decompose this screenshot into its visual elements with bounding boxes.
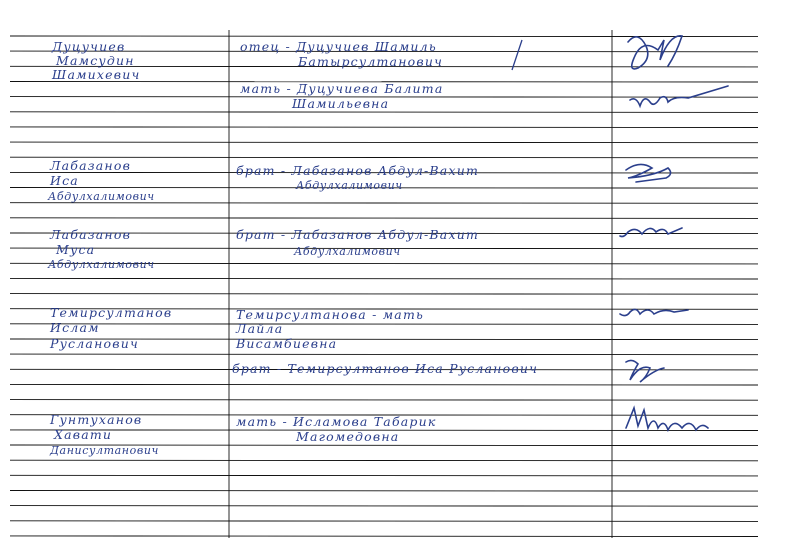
pen-mark [512,40,522,70]
ruled-line [10,142,758,143]
person-surname: Гунтуханов [50,412,143,427]
signature-5 [620,309,688,315]
ruled-line [10,400,758,401]
person-first-name: Ислам [50,320,100,335]
signature-2 [630,86,728,106]
ruled-line [10,521,758,522]
person-first-name: Муса [56,242,96,257]
ruled-line [10,460,758,461]
relative-line: Абдулхалимович [296,179,403,192]
relative-line: мать - Дуцучиева Балита [240,81,444,96]
ruled-line [10,127,758,128]
relative-line: брат - Лабазанов Абдул-Вахит [236,163,479,178]
person-patronymic: Данисултанович [50,444,159,457]
ruled-line [10,36,758,37]
relative-line: Магомедовна [296,429,400,444]
person-first-name: Хавати [54,427,113,442]
person-patronymic: Абдулхалимович [48,258,155,271]
ruled-line [10,112,758,113]
person-surname: Лабазанов [50,158,132,173]
relative-line: брат - Темирсултанов Иса Русланович [232,361,539,376]
person-surname: Дуцучиев [52,39,126,54]
relative-line: Абдулхалимович [294,245,401,258]
ruled-line [10,475,758,476]
relative-line: Шамильевна [292,96,390,111]
ruled-line [10,324,758,325]
ruled-line [10,491,758,492]
person-surname: Темирсултанов [50,305,173,320]
ruled-line [10,536,758,537]
relative-line: Батырсултанович [298,54,444,69]
ruled-line [10,294,758,295]
ruled-line [10,278,758,279]
relative-line: брат - Лабазанов Абдул-Вахит [236,227,479,242]
signature-1 [628,36,682,69]
ruled-line [10,354,758,355]
ruled-line [10,506,758,507]
signature-6 [626,360,664,382]
signature-7 [626,408,708,430]
relative-line: мать - Исламова Табарик [236,414,437,429]
person-first-name: Иса [50,173,79,188]
relative-line: отец - Дуцучиев Шамиль [240,39,437,54]
relative-line: Лайла [236,321,284,336]
person-patronymic: Абдулхалимович [48,190,155,203]
relative-line: Темирсултанова - мать [236,307,424,322]
ruled-line [10,384,758,385]
person-patronymic: Русланович [50,336,139,351]
signature-4 [620,228,682,237]
person-first-name: Мамсудин [56,53,135,68]
relative-line: Висамбиевна [236,336,338,351]
person-surname: Лабазанов [50,227,132,242]
ruled-line [10,218,758,219]
person-patronymic: Шамихевич [52,67,141,82]
